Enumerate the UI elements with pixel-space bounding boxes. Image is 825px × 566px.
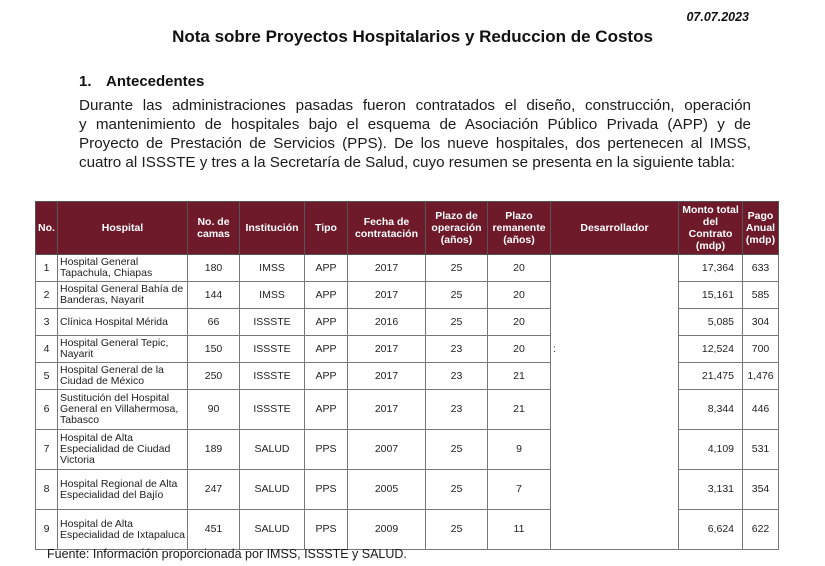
cell-remaining-term: 20 — [488, 255, 551, 282]
cell-annual-payment: 633 — [743, 255, 779, 282]
cell-beds: 250 — [188, 363, 240, 390]
col-header-developer: Desarrollador — [551, 202, 679, 255]
cell-institution: IMSS — [240, 282, 305, 309]
cell-total-amount: 5,085 — [679, 309, 743, 336]
intro-line: Durante las administraciones pasadas fueron contratados el diseño, construcción, operación — [79, 97, 751, 114]
cell-operation-term: 25 — [426, 309, 488, 336]
cell-no: 3 — [36, 309, 58, 336]
table-row — [36, 336, 779, 363]
cell-annual-payment: 354 — [743, 470, 779, 510]
cell-institution: ISSSTE — [240, 390, 305, 430]
table-row — [36, 309, 779, 336]
cell-no: 2 — [36, 282, 58, 309]
table-row — [36, 363, 779, 390]
cell-operation-term: 23 — [426, 390, 488, 430]
cell-contract-date: 2017 — [348, 363, 426, 390]
cell-remaining-term: 11 — [488, 510, 551, 550]
cell-developer — [551, 363, 679, 390]
cell-remaining-term: 7 — [488, 470, 551, 510]
cell-remaining-term: 20 — [488, 309, 551, 336]
intro-paragraph — [79, 96, 751, 172]
section-heading — [79, 73, 204, 90]
cell-institution: ISSSTE — [240, 336, 305, 363]
cell-annual-payment: 1,476 — [743, 363, 779, 390]
cell-contract-date: 2017 — [348, 390, 426, 430]
cell-operation-term: 25 — [426, 255, 488, 282]
cell-contract-date: 2009 — [348, 510, 426, 550]
table-row — [36, 282, 779, 309]
cell-operation-term: 25 — [426, 510, 488, 550]
col-header-operation-term: Plazo de operación (años) — [426, 202, 488, 255]
section-number: 1. — [79, 73, 92, 90]
cell-developer — [551, 470, 679, 510]
cell-hospital: Hospital de Alta Especialidad de Ciudad Victoria — [58, 430, 188, 470]
col-header-beds: No. de camas — [188, 202, 240, 255]
intro-line: y mantenimiento de hospitales bajo el esquema de Asociación Público Privada (APP) y de — [79, 116, 751, 133]
cell-annual-payment: 622 — [743, 510, 779, 550]
cell-hospital: Sustitución del Hospital General en Villahermosa, Tabasco — [58, 390, 188, 430]
col-header-no: No. — [36, 202, 58, 255]
cell-type: APP — [305, 309, 348, 336]
cell-type: PPS — [305, 510, 348, 550]
cell-remaining-term: 9 — [488, 430, 551, 470]
cell-type: APP — [305, 363, 348, 390]
cell-no: 5 — [36, 363, 58, 390]
cell-contract-date: 2005 — [348, 470, 426, 510]
cell-no: 4 — [36, 336, 58, 363]
cell-type: PPS — [305, 430, 348, 470]
intro-line: Proyecto de Prestación de Servicios (PPS). De los nueve hospitales, dos pertenecen al IMSS, — [79, 135, 751, 152]
cell-total-amount: 6,624 — [679, 510, 743, 550]
cell-beds: 189 — [188, 430, 240, 470]
cell-developer — [551, 309, 679, 336]
cell-contract-date: 2017 — [348, 255, 426, 282]
cell-total-amount: 17,364 — [679, 255, 743, 282]
cell-hospital: Hospital General Tepic, Nayarit — [58, 336, 188, 363]
document-date: 07.07.2023 — [686, 10, 749, 24]
table-row — [36, 470, 779, 510]
col-header-contract-date: Fecha de contratación — [348, 202, 426, 255]
cell-operation-term: 25 — [426, 282, 488, 309]
cell-no: 1 — [36, 255, 58, 282]
cell-beds: 247 — [188, 470, 240, 510]
table-row — [36, 255, 779, 282]
source-note: Fuente: Información proporcionada por IMSS, ISSSTE y SALUD. — [47, 547, 407, 561]
table-row — [36, 510, 779, 550]
cell-beds: 90 — [188, 390, 240, 430]
col-header-institution: Institución — [240, 202, 305, 255]
cell-contract-date: 2017 — [348, 336, 426, 363]
cell-developer — [551, 510, 679, 550]
table-row — [36, 390, 779, 430]
cell-beds: 66 — [188, 309, 240, 336]
cell-operation-term: 25 — [426, 430, 488, 470]
cell-institution: ISSSTE — [240, 363, 305, 390]
cell-operation-term: 23 — [426, 336, 488, 363]
cell-total-amount: 21,475 — [679, 363, 743, 390]
section-title: Antecedentes — [106, 73, 205, 90]
cell-developer — [551, 430, 679, 470]
cell-developer — [551, 255, 679, 282]
document-title: Nota sobre Proyectos Hospitalarios y Reduccion de Costos — [172, 27, 653, 46]
cell-beds: 451 — [188, 510, 240, 550]
cell-total-amount: 3,131 — [679, 470, 743, 510]
cell-institution: SALUD — [240, 470, 305, 510]
cell-operation-term: 23 — [426, 363, 488, 390]
col-header-annual-payment: Pago Anual (mdp) — [743, 202, 779, 255]
cell-institution: ISSSTE — [240, 309, 305, 336]
cell-no: 9 — [36, 510, 58, 550]
col-header-remaining-term: Plazo remanente (años) — [488, 202, 551, 255]
cell-institution: SALUD — [240, 510, 305, 550]
cell-total-amount: 15,161 — [679, 282, 743, 309]
cell-hospital: Hospital General Tapachula, Chiapas — [58, 255, 188, 282]
cell-contract-date: 2017 — [348, 282, 426, 309]
col-header-hospital: Hospital — [58, 202, 188, 255]
cell-remaining-term: 20 — [488, 282, 551, 309]
cell-operation-term: 25 — [426, 470, 488, 510]
cell-no: 7 — [36, 430, 58, 470]
cell-total-amount: 12,524 — [679, 336, 743, 363]
cell-annual-payment: 531 — [743, 430, 779, 470]
cell-contract-date: 2016 — [348, 309, 426, 336]
cell-annual-payment: 446 — [743, 390, 779, 430]
cell-beds: 150 — [188, 336, 240, 363]
hospital-projects-table — [35, 201, 779, 550]
cell-developer — [551, 282, 679, 309]
cell-type: PPS — [305, 470, 348, 510]
cell-remaining-term: 21 — [488, 390, 551, 430]
cell-institution: IMSS — [240, 255, 305, 282]
cell-beds: 144 — [188, 282, 240, 309]
cell-annual-payment: 304 — [743, 309, 779, 336]
cell-hospital: Hospital General de la Ciudad de México — [58, 363, 188, 390]
cell-institution: SALUD — [240, 430, 305, 470]
cell-no: 8 — [36, 470, 58, 510]
cell-hospital: Clínica Hospital Mérida — [58, 309, 188, 336]
intro-line: cuatro al ISSSTE y tres a la Secretaría de Salud, cuyo resumen se presenta en la siguiente tabla: — [79, 154, 735, 171]
cell-developer — [551, 390, 679, 430]
cell-remaining-term: 21 — [488, 363, 551, 390]
cell-beds: 180 — [188, 255, 240, 282]
cell-type: APP — [305, 282, 348, 309]
cell-annual-payment: 700 — [743, 336, 779, 363]
cell-contract-date: 2007 — [348, 430, 426, 470]
table-row — [36, 430, 779, 470]
cell-total-amount: 8,344 — [679, 390, 743, 430]
cell-type: APP — [305, 336, 348, 363]
cell-type: APP — [305, 390, 348, 430]
cell-annual-payment: 585 — [743, 282, 779, 309]
col-header-type: Tipo — [305, 202, 348, 255]
cell-type: APP — [305, 255, 348, 282]
cell-no: 6 — [36, 390, 58, 430]
col-header-total-amount: Monto total del Contrato (mdp) — [679, 202, 743, 255]
cell-total-amount: 4,109 — [679, 430, 743, 470]
cell-hospital: Hospital General Bahía de Banderas, Nayarit — [58, 282, 188, 309]
table-header-row — [36, 202, 779, 255]
cell-hospital: Hospital Regional de Alta Especialidad del Bajío — [58, 470, 188, 510]
cell-remaining-term: 20 — [488, 336, 551, 363]
cell-developer: : — [551, 336, 679, 363]
cell-hospital: Hospital de Alta Especialidad de Ixtapaluca — [58, 510, 188, 550]
